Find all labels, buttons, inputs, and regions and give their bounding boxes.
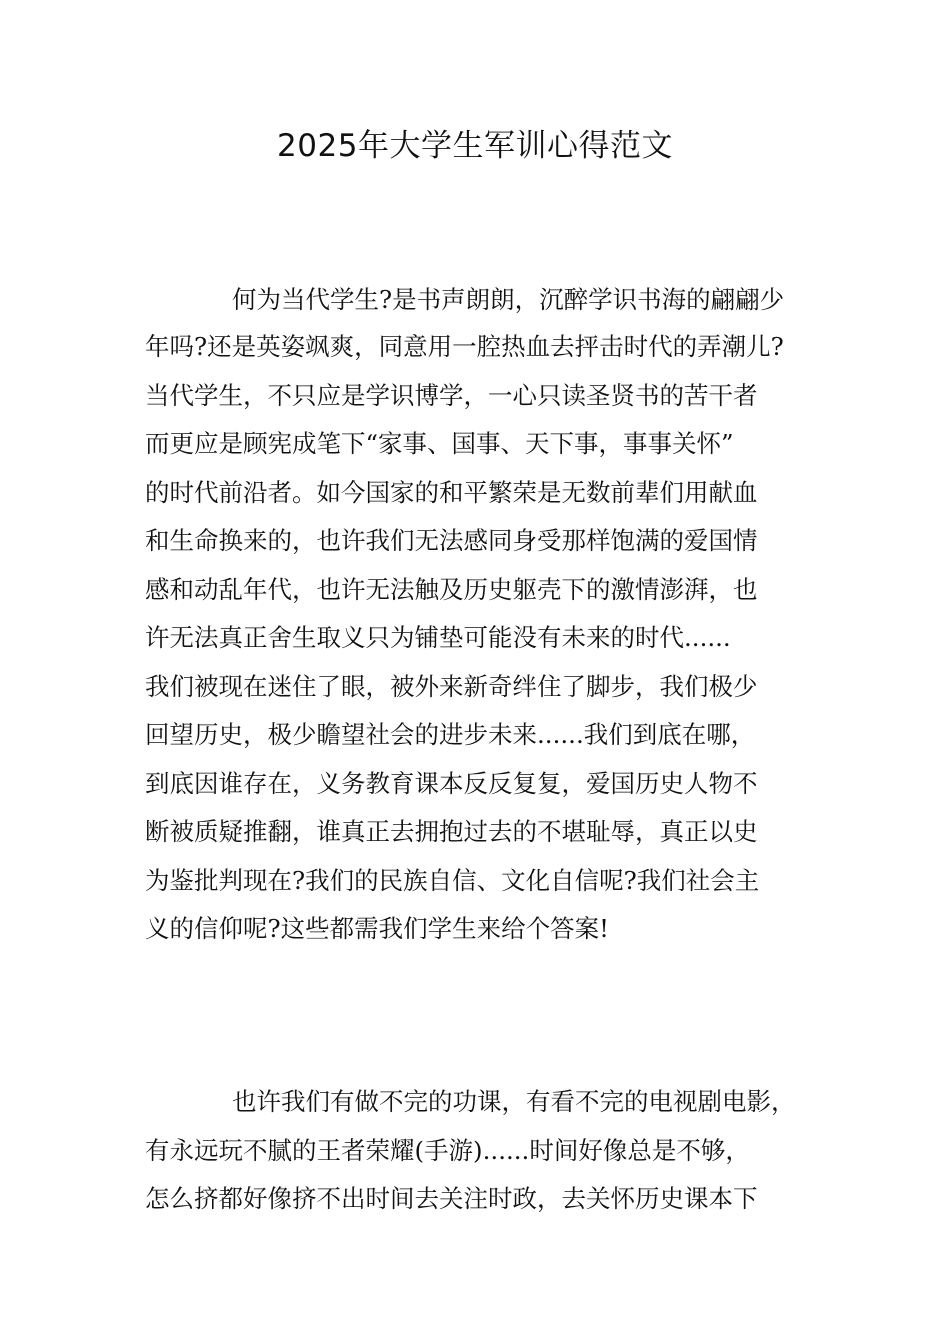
paragraph-line: 当代学生，不只应是学识博学，一心只读圣贤书的苦干者 — [145, 381, 758, 410]
paragraph-line: 也许我们有做不完的功课，有看不完的电视剧电影， — [232, 1087, 796, 1116]
paragraph-line: 断被质疑推翻，谁真正去拥抱过去的不堪耻辱，真正以史 — [145, 817, 758, 846]
paragraph-line: 为鉴批判现在?我们的民族自信、文化自信呢?我们社会主 — [145, 866, 760, 895]
paragraph-line: 回望历史，极少瞻望社会的进步未来......我们到底在哪， — [145, 720, 756, 749]
paragraph-line: 而更应是顾宪成笔下“家事、国事、天下事，事事关怀” — [145, 429, 734, 458]
paragraph-line: 何为当代学生?是书声朗朗，沉醉学识书海的翩翩少 — [232, 285, 785, 314]
paragraph-line: 有永远玩不腻的王者荣耀(手游)......时间好像总是不够， — [145, 1136, 750, 1165]
document-title: 2025年大学生军训心得范文 — [277, 128, 673, 164]
paragraph-line: 怎么挤都好像挤不出时间去关注时政，去关怀历史课本下 — [145, 1184, 758, 1213]
paragraph-line: 到底因谁存在，义务教育课本反反复复，爱国历史人物不 — [145, 769, 758, 798]
paragraph-line: 年吗?还是英姿飒爽，同意用一腔热血去抨击时代的弄潮儿? — [145, 332, 784, 361]
paragraph-line: 和生命换来的，也许我们无法感同身受那样饱满的爱国情 — [145, 526, 758, 555]
paragraph-line: 感和动乱年代，也许无法触及历史躯壳下的激情澎湃，也 — [145, 575, 758, 604]
paragraph-line: 义的信仰呢?这些都需我们学生来给个答案! — [145, 914, 609, 943]
paragraph-line: 许无法真正舍生取义只为铺垫可能没有未来的时代...... — [145, 623, 731, 652]
paragraph-line: 的时代前沿者。如今国家的和平繁荣是无数前辈们用献血 — [145, 478, 758, 507]
paragraph-line: 我们被现在迷住了眼，被外来新奇绊住了脚步，我们极少 — [145, 672, 758, 701]
